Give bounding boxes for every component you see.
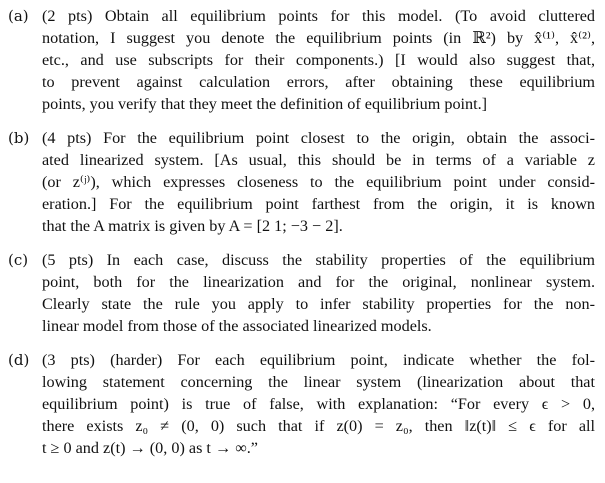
- text-line: notation, I suggest you denote the equilibrium points (in ℝ²) by x̂⁽¹⁾, x̂⁽²⁾,: [42, 29, 595, 47]
- text-line: there exists z₀ ≠ (0, 0) such that if z(0) = z₀, then ‖z(t)‖ ≤ ϵ for all: [42, 417, 595, 435]
- part-a-label: (a): [8, 7, 29, 25]
- text-line: ated linearized system. [As usual, this should be in terms of a variable z: [42, 151, 595, 169]
- text-line: points, you verify that they meet the definition of equilibrium point.]: [42, 95, 488, 113]
- text-line: lowing statement concerning the linear system (linearization about that: [42, 373, 595, 391]
- part-b: [8, 127, 595, 237]
- text-line: (or z⁽ʲ⁾), which expresses closeness to the equilibrium point under consid-: [42, 173, 595, 191]
- part-a: [8, 5, 595, 115]
- part-d-label: (d): [8, 351, 30, 369]
- text-line: equilibrium point) is true of false, with explanation: “For every ϵ > 0,: [42, 395, 595, 413]
- text-line: linear model from those of the associated linearized models.: [42, 317, 432, 335]
- part-d-text: [42, 349, 595, 459]
- text-line: (2 pts) Obtain all equilibrium points for this model. (To avoid cluttered: [42, 7, 595, 25]
- part-b-label: (b): [8, 129, 30, 147]
- text-line: point, both for the linearization and for the original, nonlinear system.: [42, 273, 595, 291]
- part-a-text: [42, 5, 595, 115]
- text-line: to prevent against calculation errors, after obtaining these equilibrium: [42, 73, 595, 91]
- part-c-label: (c): [8, 251, 29, 269]
- text-line: (5 pts) In each case, discuss the stability properties of the equilibrium: [42, 251, 595, 269]
- text-line: t ≥ 0 and z(t) → (0, 0) as t → ∞.”: [42, 439, 258, 457]
- part-c-text: [42, 249, 595, 337]
- part-d: [8, 349, 595, 459]
- text-line: Clearly state the rule you apply to infer stability properties for the non-: [42, 295, 595, 313]
- text-line: etc., and use subscripts for their components.) [I would also suggest that,: [42, 51, 595, 69]
- text-line: (4 pts) For the equilibrium point closest to the origin, obtain the associ-: [42, 129, 595, 147]
- text-line: (3 pts) (harder) For each equilibrium point, indicate whether the fol-: [42, 351, 595, 369]
- text-line: that the A matrix is given by A = [2 1; −3 − 2].: [42, 217, 343, 235]
- part-c: [8, 249, 595, 337]
- part-b-text: [42, 127, 595, 237]
- text-line: eration.] For the equilibrium point farthest from the origin, it is known: [42, 195, 595, 213]
